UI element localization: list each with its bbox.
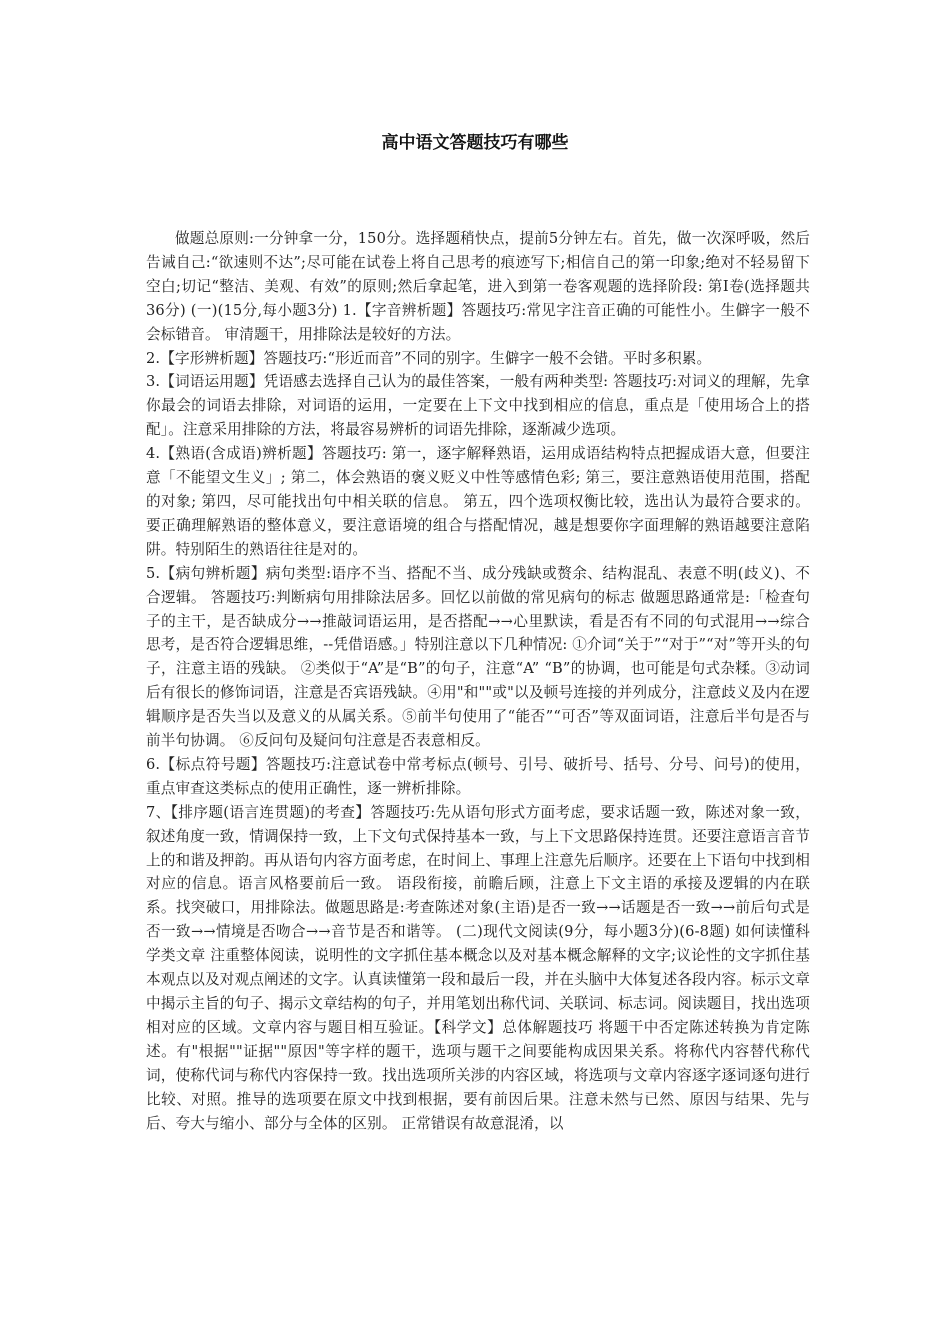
document-title: 高中语文答题技巧有哪些 <box>381 133 569 153</box>
paragraph-punctuation: 6.【标点符号题】答题技巧:注意试卷中常考标点(顿号、引号、破折号、括号、分号、问号)的使用，重点审查这类标点的使用正确性，逐一辨析排除。 <box>146 755 810 797</box>
paragraph-glyph-form: 2.【字形辨析题】答题技巧:“形近而音”不同的别字。生僻字一般不会错。平时多积累。 <box>146 349 712 367</box>
paragraph-idioms: 4.【熟语(含成语)辨析题】答题技巧: 第一，逐字解释熟语，运用成语结构特点把握成语大意，但要注意「不能望文生义」; 第二，体会熟语的褒义贬义中性等感情色彩; 第三，要注意熟语使用范围，搭配的对象; 第四，尽可能找出句中相关联的信息。 第五，四个选项权衡比较，选出认为最符合要求的。 要正确理解熟语的整体意义，要注意语境的组合与搭配情况，越是想要你字面理解的熟语越要注意陷阱。特别陌生的熟语往往是对的。 <box>146 445 810 558</box>
paragraph-ordering-and-reading: 7、【排序题(语言连贯题)的考查】答题技巧:先从语句形式方面考虑，要求话题一致，陈述对象一致，叙述角度一致，情调保持一致，上下文句式保持基本一致，与上下文思路保持连贯。还要注意语言音节上的和谐及押韵。再从语句内容方面考虑，在时间上、事理上注意先后顺序。还要在上下语句中找到相对应的信息。语言风格要前后一致。 语段衔接，前瞻后顾，注意上下文主语的承接及逻辑的内在联系。找突破口，用排除法。做题思路是:考查陈述对象(主语)是否一致→→话题是否一致→→前后句式是否一致→→情境是否吻合→→音节是否和谐等。 (二)现代文阅读(9分，每小题3分)(6-8题) 如何读懂科学类文章 注重整体阅读，说明性的文字抓住基本概念以及对基本概念解释的文字;议论性的文字抓住基本观点以及对观点阐述的文字。认真读懂第一段和最后一段，并在头脑中大体复述各段内容。标示文章中揭示主旨的句子、揭示文章结构的句子，并用笔划出称代词、关联词、标志词。阅读题目，找出选项相对应的区域。文章内容与题目相互验证。【科学文】总体解题技巧 将题干中否定陈述转换为肯定陈述。有"根据""证据""原因"等字样的题干，选项与题干之间要能构成因果关系。将称代内容替代称代词，使称代词与称代内容保持一致。找出选项所关涉的内容区域，将选项与文章内容逐字逐词逐句进行比较、对照。推导的选项要在原文中找到根据，要有前因后果。注意未然与已然、原因与结果、先与后、夸大与缩小、部分与全体的区别。 正常错误有故意混淆，以 <box>146 803 810 1132</box>
document-body <box>146 227 810 1135</box>
paragraph-general-principle: 做题总原则:一分钟拿一分，150分。选择题稍快点，提前5分钟左右。首先，做一次深呼吸，然后告诫自己:“欲速则不达”;尽可能在试卷上将自己思考的痕迹写下;相信自己的第一印象;绝对不轻易留下空白;切记“整洁、美观、有效”的原则;然后拿起笔，进入到第一卷客观题的选择阶段: 第Ⅰ卷(选择题共36分) (一)(15分,每小题3分) 1.【字音辨析题】答题技巧:常见字注音正确的可能性小。生僻字一般不会标错音。 审清题干，用排除法是较好的方法。 <box>146 230 810 343</box>
paragraph-word-usage: 3.【词语运用题】凭语感去选择自己认为的最佳答案，一般有两种类型: 答题技巧:对词义的理解，先拿你最会的词语去排除，对词语的运用，一定要在上下文中找到相应的信息，重点是「使用场合上的搭配」。注意采用排除的方法，将最容易辨析的词语先排除，逐渐减少选项。 <box>146 373 810 439</box>
paragraph-faulty-sentences: 5.【病句辨析题】病句类型:语序不当、搭配不当、成分残缺或赘余、结构混乱、表意不明(歧义)、不合逻辑。 答题技巧:判断病句用排除法居多。回忆以前做的常见病句的标志 做题思路通常是:「检查句子的主干，是否缺成分→→推敲词语运用，是否搭配→→心里默读，看是否有不同的句式混用→→综合思考，是否符合逻辑思维，--凭借语感。」特别注意以下几种情况: ①介词“关于”“对于”“对”等开头的句子，注意主语的残缺。 ②类似于“A”是“B”的句子，注意“A” “B”的协调，也可能是句式杂糅。③动词后有很长的修饰词语，注意是否宾语残缺。④用"和""或"以及顿号连接的并列成分，注意歧义及内在逻辑顺序是否失当以及意义的从属关系。⑤前半句使用了“能否”“可否”等双面词语，注意后半句是否与前半句协调。 ⑥反问句及疑问句注意是否表意相反。 <box>146 564 810 750</box>
